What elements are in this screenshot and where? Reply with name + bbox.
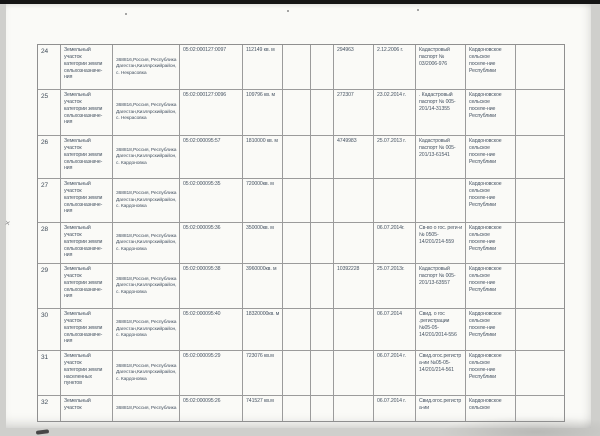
cell-empty xyxy=(283,264,311,308)
cell-empty xyxy=(311,223,334,263)
cell-empty xyxy=(311,45,334,89)
cell-address: 368818,Россия, Республика Дагестан,Кизлярскийрайон, с. Кардоновка xyxy=(113,264,180,308)
cell-address: 368818,Россия, Республика xyxy=(113,396,180,421)
cell-parcel-description: Земельный участок категории земли сельхозназначе-ния xyxy=(61,223,113,263)
cell-document: Свид.огос.регистр а-ии xyxy=(416,396,466,421)
cell-cadastral-number: 05:02:000095:36 xyxy=(180,223,243,263)
cell-empty xyxy=(311,136,334,178)
cell-area: 3960000кв. м xyxy=(243,264,283,308)
cell-row-number: 25 xyxy=(38,90,61,135)
cell-row-number: 32 xyxy=(38,396,61,421)
cell-parcel-description: Земельный участок категории земли сельхозназначе-ния xyxy=(61,264,113,308)
cell-date xyxy=(374,179,416,222)
cell-document: Кадастровый паспорт № 005-201/13-61541 xyxy=(416,136,466,178)
cell-address: 368818,Россия, Республика Дагестан,Кизлярскийрайон, с. Кардоновка xyxy=(113,309,180,350)
cell-settlement: Кардоновское сельское поселе-ние Республики xyxy=(466,309,516,350)
cell-row-number: 27 xyxy=(38,179,61,222)
table-row xyxy=(38,264,564,309)
cell-document: Кадастровый паспорт № 03/2006-976 xyxy=(416,45,466,89)
cell-empty xyxy=(516,264,564,308)
cell-settlement: Кардоновское сельское поселе-ние Республики xyxy=(466,179,516,222)
cell-address: 368818,Россия, Республика Дагестан,Кизлярскийрайон, с. Кардоновка xyxy=(113,179,180,222)
cell-empty xyxy=(516,223,564,263)
cell-settlement: Кардоновское сельское поселе-ние Республики xyxy=(466,45,516,89)
cell-value: 10392228 xyxy=(334,264,374,308)
cell-area: 741527 кв.м xyxy=(243,396,283,421)
cell-cadastral-number: 05:02:000127:0097 xyxy=(180,45,243,89)
cell-empty xyxy=(311,309,334,350)
cell-document: Св-во о гос. реги-и № 0505-14/201/214-559 xyxy=(416,223,466,263)
cell-settlement: Кардоновское сельское поселе-ние Республики xyxy=(466,351,516,395)
table-row xyxy=(38,351,564,396)
cell-row-number: 31 xyxy=(38,351,61,395)
cell-cadastral-number: 05:02:000095:40 xyxy=(180,309,243,350)
cell-empty xyxy=(283,136,311,178)
cell-settlement: Кардоновское сельское xyxy=(466,396,516,421)
cell-cadastral-number: 05:02:000095:57 xyxy=(180,136,243,178)
cell-date: 23.02.2014 г. xyxy=(374,90,416,135)
table-row xyxy=(38,223,564,264)
cell-empty xyxy=(283,45,311,89)
cell-settlement: Кардоновское сельское поселе-ние Республики xyxy=(466,90,516,135)
cell-date: 06.07.2014г. xyxy=(374,223,416,263)
table-row xyxy=(38,90,564,136)
cell-value xyxy=(334,223,374,263)
cell-empty xyxy=(311,396,334,421)
cell-parcel-description: Земельный участок категории земли сельхозназначе-ния xyxy=(61,45,113,89)
cell-empty xyxy=(516,45,564,89)
cell-empty xyxy=(283,309,311,350)
cell-parcel-description: Земельный участок категории земли населенных пунктов xyxy=(61,351,113,395)
land-parcels-table xyxy=(37,44,565,422)
cell-document: Свид. о гос .регистрации №05-05-14/201/2014-556 xyxy=(416,309,466,350)
cell-value: 272307 xyxy=(334,90,374,135)
table-row xyxy=(38,45,564,90)
cell-row-number: 30 xyxy=(38,309,61,350)
cell-document: Кадастровый паспорт № 005-201/13-63557 xyxy=(416,264,466,308)
cell-settlement: Кардоновское сельское поселе-ние Республики xyxy=(466,136,516,178)
cell-empty xyxy=(516,396,564,421)
cell-address: 368816,Россия, Республика Дагестан,Кизлярскийрайон, с. Некрасовка xyxy=(113,45,180,89)
cell-date: 25.07.2013г. xyxy=(374,264,416,308)
cell-area: 720000кв. м xyxy=(243,179,283,222)
cell-row-number: 28 xyxy=(38,223,61,263)
cell-row-number: 29 xyxy=(38,264,61,308)
cell-cadastral-number: 05:02:000095:35 xyxy=(180,179,243,222)
cell-parcel-description: Земельный участок категории земли сельхозназначе-ния xyxy=(61,179,113,222)
scan-blot xyxy=(36,429,49,435)
scan-speck xyxy=(417,9,419,11)
cell-value xyxy=(334,351,374,395)
cell-empty xyxy=(283,223,311,263)
table-row xyxy=(38,309,564,351)
cell-area: 112149 кв. м xyxy=(243,45,283,89)
cell-value xyxy=(334,396,374,421)
table-row xyxy=(38,179,564,223)
cell-empty xyxy=(283,396,311,421)
cell-document: Свид.огос.регистр а-ии №05-05-14/201/214-561 xyxy=(416,351,466,395)
cell-empty xyxy=(311,179,334,222)
cell-empty xyxy=(283,351,311,395)
cell-parcel-description: Земельный участок xyxy=(61,396,113,421)
cell-area: 350000кв. м xyxy=(243,223,283,263)
cell-area: 109796 кв. м xyxy=(243,90,283,135)
cell-area: 18320000кв. м xyxy=(243,309,283,350)
cell-date: 2.12.2006 г. xyxy=(374,45,416,89)
cell-address: 368818,Россия, Республика Дагестан,Кизлярскийрайон, с. Кардоновка xyxy=(113,136,180,178)
cell-row-number: 24 xyxy=(38,45,61,89)
cell-address: 368818,Россия, Республика Дагестан,Кизлярскийрайон, с. Кардоновка xyxy=(113,223,180,263)
cell-parcel-description: Земельный участок категории земли сельхозназначе-ния xyxy=(61,90,113,135)
cell-area: 723076 кв.м xyxy=(243,351,283,395)
cell-date: 06.07.2014 xyxy=(374,309,416,350)
scan-speck xyxy=(125,13,127,15)
handwritten-x-mark: × xyxy=(4,217,12,229)
cell-parcel-description: Земельный участок категории земли сельхозназначе-ния xyxy=(61,309,113,350)
cell-empty xyxy=(516,351,564,395)
cell-empty xyxy=(283,179,311,222)
cell-cadastral-number: 05:02:000095:26 xyxy=(180,396,243,421)
cell-value xyxy=(334,309,374,350)
cell-address: 368818,Россия, Республика Дагестан,Кизлярскийрайон, с. Кардоновка xyxy=(113,351,180,395)
cell-date: 25.07.2013 г. xyxy=(374,136,416,178)
cell-empty xyxy=(311,351,334,395)
cell-document: . Кадастровый паспорт № 005-201/14-31355 xyxy=(416,90,466,135)
cell-row-number: 26 xyxy=(38,136,61,178)
table-row xyxy=(38,136,564,179)
cell-area: 1810000 кв. м xyxy=(243,136,283,178)
cell-value xyxy=(334,179,374,222)
cell-empty xyxy=(311,264,334,308)
cell-address: 368816,Россия, Республика Дагестан,Кизлярскийрайон, с. Некрасовка xyxy=(113,90,180,135)
cell-value: 4749983 xyxy=(334,136,374,178)
cell-document xyxy=(416,179,466,222)
cell-date: 06.07.2014 г. xyxy=(374,351,416,395)
cell-settlement: Кардоновское сельское поселе-ние Республики xyxy=(466,223,516,263)
cell-empty xyxy=(516,90,564,135)
cell-parcel-description: Земельный участок категории земли сельхозназначе-ния xyxy=(61,136,113,178)
cell-empty xyxy=(516,136,564,178)
cell-empty xyxy=(283,90,311,135)
cell-empty xyxy=(516,309,564,350)
cell-value: 294963 xyxy=(334,45,374,89)
cell-settlement: Кардоновское сельское поселе-ние Республики xyxy=(466,264,516,308)
cell-cadastral-number: 05:02:000095:29 xyxy=(180,351,243,395)
cell-date: 06.07.2014 г. xyxy=(374,396,416,421)
cell-empty xyxy=(516,179,564,222)
cell-cadastral-number: 05:02:000127:0096 xyxy=(180,90,243,135)
scan-speck xyxy=(287,10,289,12)
table-row xyxy=(38,396,564,421)
cell-empty xyxy=(311,90,334,135)
cell-cadastral-number: 05:02:000095:38 xyxy=(180,264,243,308)
